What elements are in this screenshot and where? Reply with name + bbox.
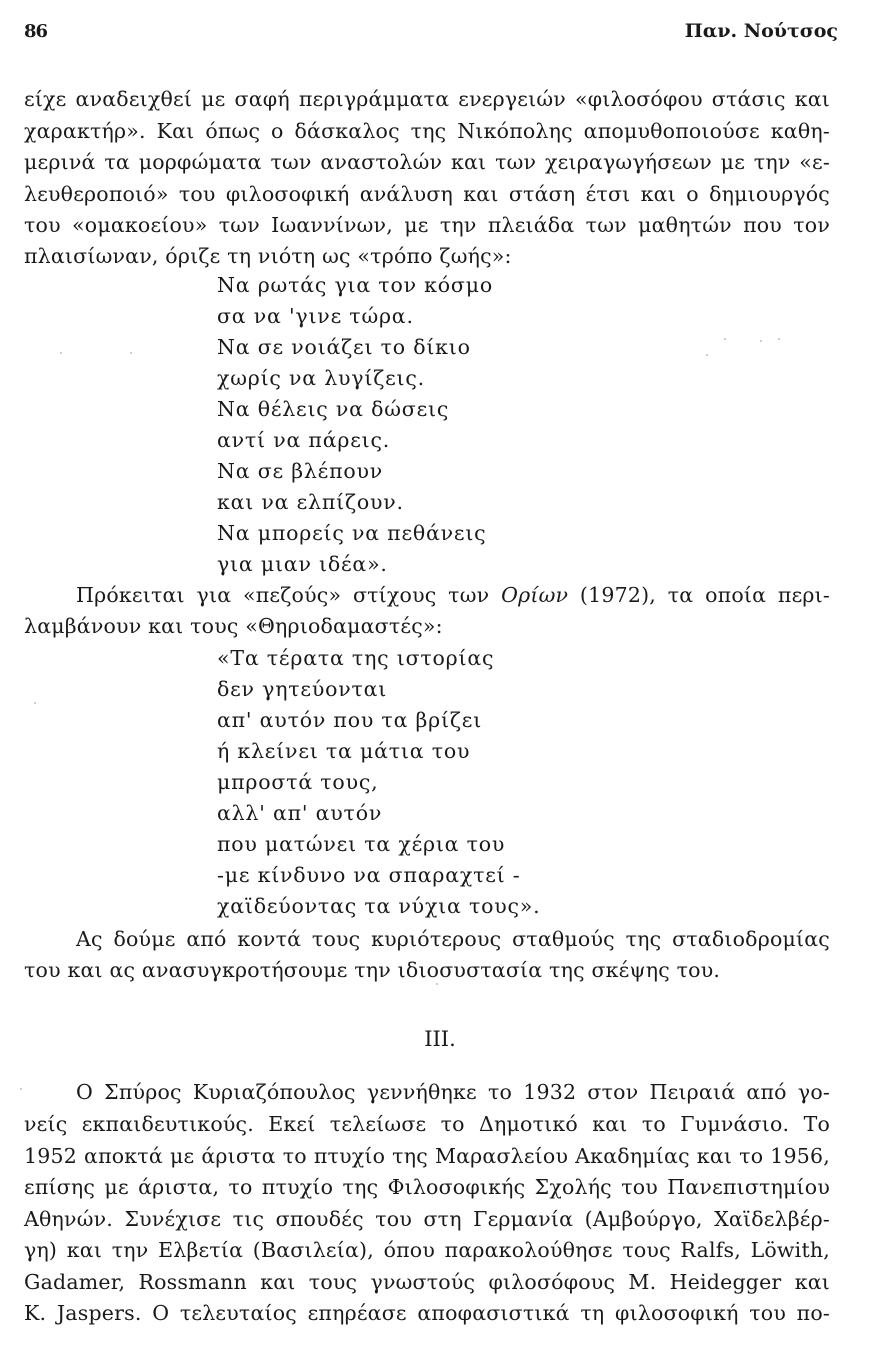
text-line: επίσης με άριστα, το πτυχίο της Φιλοσοφικής Σχολής του Πανεπιστημίου xyxy=(24,1175,830,1199)
text-line xyxy=(76,580,830,611)
text-line: Gadamer, Rossmann και τους γνωστούς φιλοσόφους M. Heidegger και xyxy=(24,1270,830,1294)
text-line: χαρακτήρ». Και όπως ο δάσκαλος της Νικόπολης απομυθοποιούσε καθη- xyxy=(24,119,830,143)
verse-line: για μιαν ιδέα». xyxy=(217,552,388,576)
verse-line: «Τα τέρατα της ιστορίας xyxy=(217,646,495,670)
text-segment: Πρόκειται για «πεζούς» στίχους των xyxy=(76,583,490,607)
verse-line: αντί να πάρεις. xyxy=(217,428,391,452)
scan-speck xyxy=(130,352,132,354)
page-header xyxy=(24,20,838,50)
text-line: νείς εκπαιδευτικούς. Εκεί τελείωσε το Δημοτικό και το Γυμνάσιο. Το xyxy=(24,1112,830,1136)
verse-line: Να θέλεις να δώσεις xyxy=(217,397,450,421)
text-segment: (1972), τα οποία περι- xyxy=(579,583,831,607)
text-line: Αθηνών. Συνέχισε τις σπουδές του στη Γερμανία (Αμβούργο, Χαϊδελβέρ- xyxy=(24,1207,830,1231)
text-line: Ας δούμε από κοντά τους κυριότερους σταθμούς της σταδιοδρομίας xyxy=(76,927,830,951)
verse-line: δεν γητεύονται xyxy=(217,677,388,701)
verse-line: χωρίς να λυγίζεις. xyxy=(217,366,425,390)
scan-speck xyxy=(706,354,708,356)
verse-line: χαϊδεύοντας τα νύχια τους». xyxy=(217,894,541,918)
book-title: Ορίων xyxy=(501,583,569,607)
verse-line: και να ελπίζουν. xyxy=(217,490,404,514)
text-line: λαμβάνουν και τους «Θηριοδαμαστές»: xyxy=(24,614,443,638)
verse-line: Να ρωτάς για τον κόσμο xyxy=(217,273,493,297)
scan-speck xyxy=(34,702,36,704)
verse-line: Να σε νοιάζει το δίκιο xyxy=(217,335,471,359)
text-line: είχε αναδειχθεί με σαφή περιγράμματα ενεργειών «φιλοσόφου στάσις και xyxy=(24,87,830,111)
scan-speck xyxy=(760,340,762,342)
section-heading: III. xyxy=(424,1027,456,1051)
verse-line: Να σε βλέπουν xyxy=(217,459,384,483)
text-line: λευθεροποιό» του φιλοσοφική ανάλυση και στάση έτσι και ο δημιουργός xyxy=(24,182,830,206)
text-line: πλαισίωναν, όριζε τη νιότη ως «τρόπο ζωής»: xyxy=(24,244,512,268)
text-line: Ο Σπύρος Κυριαζόπουλος γεννήθηκε το 1932 στον Πειραιά από γο- xyxy=(76,1080,830,1104)
verse-line: Να μπορείς να πεθάνεις xyxy=(217,521,487,545)
scan-speck xyxy=(724,338,726,340)
text-line: γη) και την Ελβετία (Βασιλεία), όπου παρακολούθησε τους Ralfs, Löwith, xyxy=(24,1238,830,1262)
verse-line: που ματώνει τα χέρια του xyxy=(217,832,506,856)
text-line: 1952 αποκτά με άριστα το πτυχίο της Μαρασλείου Ακαδημίας και το 1956, xyxy=(24,1144,830,1168)
text-line: K. Jaspers. Ο τελευταίος επηρέασε αποφασιστικά τη φιλοσοφική του πο- xyxy=(24,1301,830,1325)
scan-speck xyxy=(20,1088,22,1090)
verse-line: απ' αυτόν που τα βρίζει xyxy=(217,708,483,732)
verse-line: -με κίνδυνο να σπαραχτεί - xyxy=(217,863,521,887)
running-head-author: Παν. Νούτσος xyxy=(684,20,838,42)
verse-line: μπροστά τους, xyxy=(217,770,379,794)
text-line: μερινά τα μορφώματα των αναστολών και των χειραγωγήσεων με την «ε- xyxy=(24,150,830,174)
verse-line: ή κλείνει τα μάτια του xyxy=(217,739,471,763)
verse-line: σα να 'γινε τώρα. xyxy=(217,304,414,328)
scan-speck xyxy=(778,338,780,340)
verse-line: αλλ' απ' αυτόν xyxy=(217,801,383,825)
text-line: του «ομακοείου» των Ιωαννίνων, με την πλειάδα των μαθητών που τον xyxy=(24,213,830,237)
text-line: του και ας ανασυγκροτήσουμε την ιδιοσυστασία της σκέψης του. xyxy=(24,958,721,982)
scan-speck xyxy=(60,352,62,354)
page-number: 86 xyxy=(24,21,48,42)
scan-speck xyxy=(436,983,438,985)
